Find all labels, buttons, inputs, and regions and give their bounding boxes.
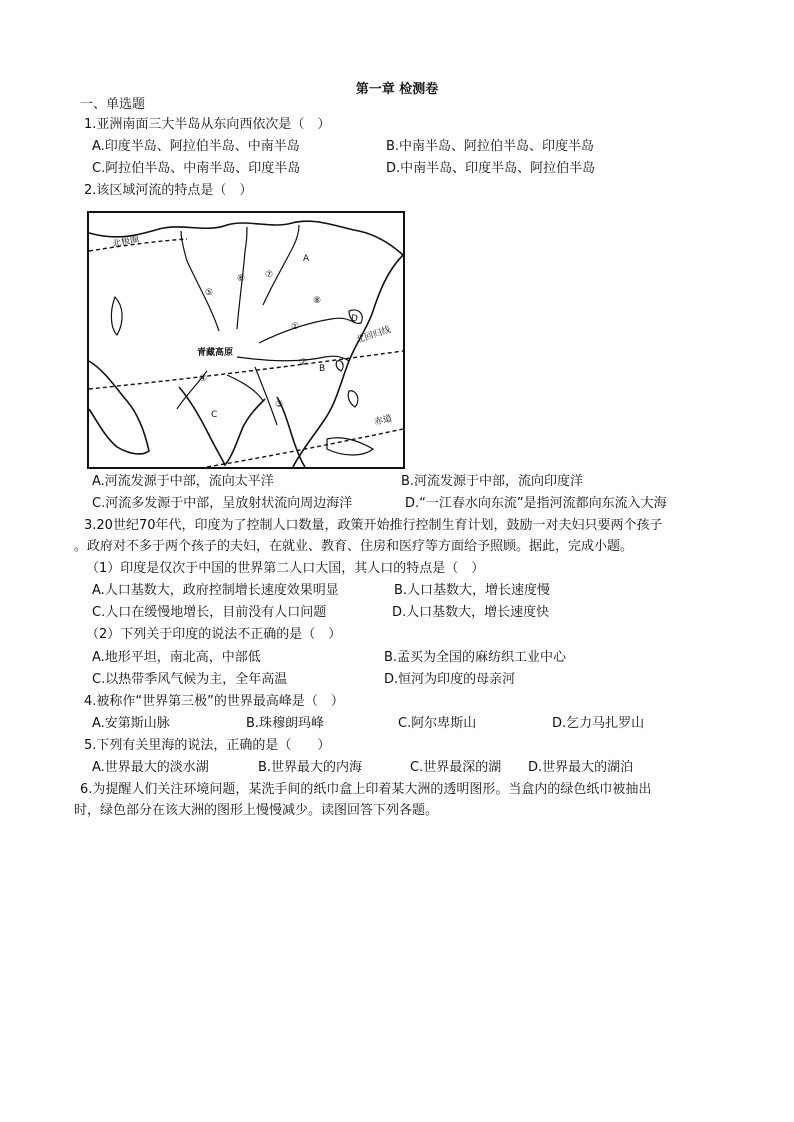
q3-stem-line1: 3.20世纪70年代，印度为了控制人口数量，政策开始推行控制生育计划，鼓励一对夫妇只要两个孩子 <box>84 518 663 533</box>
q4-option-c: C.阿尔卑斯山 <box>398 716 477 731</box>
q2-option-d: D.“一江春水向东流”是指河流都向东流入大海 <box>405 496 667 511</box>
q1-option-a: A.印度半岛、阿拉伯半岛、中南半岛 <box>92 139 300 154</box>
label-n3: ③ <box>275 400 284 410</box>
q3-sub1-option-b: B.人口基数大，增长速度慢 <box>394 583 551 598</box>
page-title: 第一章 检测卷 <box>355 82 439 97</box>
q5-stem: 5.下列有关里海的说法，正确的是（ ） <box>84 738 331 753</box>
q3-sub2-option-c: C.以热带季风气候为主，全年高温 <box>92 672 288 687</box>
q6-stem-line2: 时，绿色部分在该大洲的图形上慢慢减少。读图回答下列各题。 <box>74 803 439 818</box>
q4-option-a: A.安第斯山脉 <box>92 716 170 731</box>
label-tropic: 北回归线 <box>354 325 393 346</box>
q3-sub2-option-b: B.孟买为全国的麻纺织工业中心 <box>384 650 567 665</box>
q4-stem: 4.被称作“世界第三极”的世界最高峰是（ ） <box>84 694 344 709</box>
q3-sub2-stem: （2）下列关于印度的说法不正确的是（ ） <box>86 627 342 642</box>
label-n7: ⑦ <box>265 270 274 280</box>
label-B: B <box>319 364 326 374</box>
q2-stem: 2.该区域河流的特点是（ ） <box>84 183 253 198</box>
q3-sub1-option-c: C.人口在缓慢地增长，目前没有人口问题 <box>92 605 327 620</box>
asia-rivers-map <box>87 211 405 469</box>
q3-sub1-option-d: D.人口基数大，增长速度快 <box>392 605 550 620</box>
section-heading: 一、单选题 <box>80 97 146 112</box>
label-C: C <box>211 410 218 420</box>
q2-option-a: A.河流发源于中部，流向太平洋 <box>92 474 274 489</box>
q1-option-b: B.中南半岛、阿拉伯半岛、印度半岛 <box>386 139 595 154</box>
q5-option-a: A.世界最大的淡水湖 <box>92 760 209 775</box>
q5-option-c: C.世界最深的湖 <box>410 760 502 775</box>
q3-sub1-option-a: A.人口基数大，政府控制增长速度效果明显 <box>92 583 339 598</box>
q4-option-d: D.乞力马扎罗山 <box>552 716 645 731</box>
label-n6: ⑥ <box>237 274 246 284</box>
q5-option-b: B.世界最大的内海 <box>258 760 363 775</box>
q5-option-d: D.世界最大的湖泊 <box>528 760 634 775</box>
q3-stem-line2: 。政府对不多于两个孩子的夫妇，在就业、教育、住房和医疗等方面给予照顾。据此，完成小题。 <box>74 539 634 554</box>
label-n2: ② <box>299 358 308 368</box>
q1-option-c: C.阿拉伯半岛、中南半岛、印度半岛 <box>92 161 301 176</box>
q4-option-b: B.珠穆朗玛峰 <box>246 716 325 731</box>
q3-sub2-option-a: A.地形平坦，南北高，中部低 <box>92 650 261 665</box>
label-n4: ④ <box>199 374 208 384</box>
label-equator: 赤道 <box>373 413 394 428</box>
q1-option-d: D.中南半岛、印度半岛、阿拉伯半岛 <box>386 161 596 176</box>
label-arctic: 北极圈 <box>111 234 141 250</box>
q3-sub1-stem: （1）印度是仅次于中国的世界第二人口大国，其人口的特点是（ ） <box>86 561 485 576</box>
q1-stem: 1.亚洲南面三大半岛从东向西依次是（ ） <box>84 117 331 132</box>
label-n5: ⑤ <box>205 288 214 298</box>
label-D: D <box>351 314 358 324</box>
q2-option-c: C.河流多发源于中部，呈放射状流向周边海洋 <box>92 496 353 511</box>
q6-stem-line1: 6.为提醒人们关注环境问题，某洗手间的纸巾盒上印着某大洲的透明图形。当盒内的绿色纸巾被抽出 <box>80 782 652 797</box>
q3-sub2-option-d: D.恒河为印度的母亲河 <box>384 672 516 687</box>
q2-option-b: B.河流发源于中部，流向印度洋 <box>401 474 584 489</box>
label-n1: ① <box>291 322 300 332</box>
label-plateau: 青藏高原 <box>197 348 234 358</box>
label-A: A <box>303 254 310 264</box>
label-n8: ⑧ <box>313 296 322 306</box>
